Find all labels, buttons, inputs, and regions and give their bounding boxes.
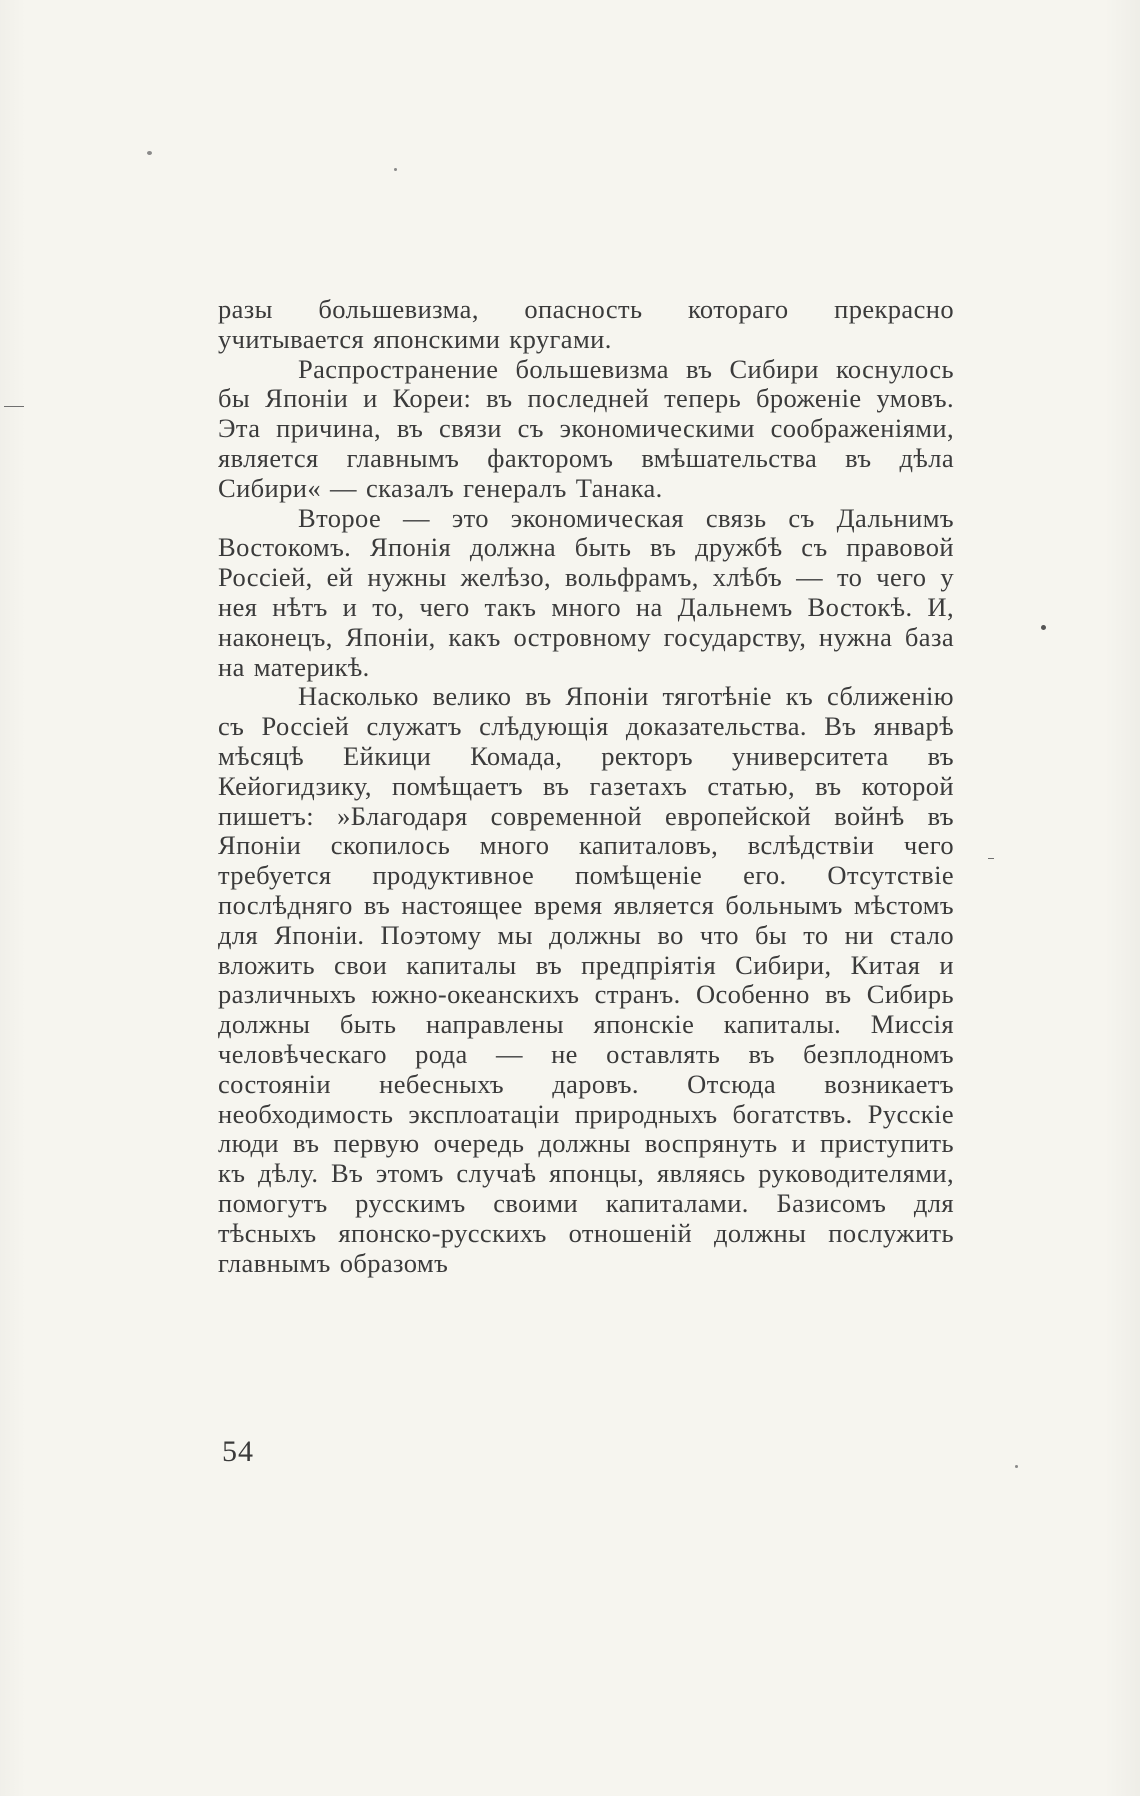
margin-mark <box>4 406 24 407</box>
scan-speck <box>394 168 397 171</box>
scan-speck <box>147 151 152 155</box>
page-number: 54 <box>222 1435 254 1468</box>
paragraph-continued: разы большевизма, опасность котораго прекрасно учитывается японскими кругами. <box>218 294 954 354</box>
paragraph: Распространение большевизма въ Сибири коснулось бы Японіи и Кореи: въ последней теперь броженіе умовъ. Эта причина, въ связи съ экономическими соображеніями, является главнымъ факторомъ вмѣшательства въ дѣла Сибири« — сказалъ генералъ Танака. <box>218 353 954 503</box>
paragraph: Второе — это экономическая связь съ Дальнимъ Востокомъ. Японія должна быть въ дружбѣ съ правовой Россіей, ей нужны желѣзо, вольфрамъ, хлѣбъ — то чего у нея нѣтъ и то, чего такъ много на Дальнемъ Востокѣ. И, наконецъ, Японіи, какъ островному государству, нужна база на материкѣ. <box>218 502 954 682</box>
paragraph: Насколько велико въ Японіи тяготѣніе къ сближенію съ Россіей служатъ слѣдующія доказательства. Въ январѣ мѣсяцѣ Ейкици Комада, ректоръ университета въ Кейогидзику, помѣщаетъ въ газетахъ статью, въ которой пишетъ: »Благодаря современной европейской войнѣ въ Японіи скопилось много капиталовъ, вслѣдствіи чего требуется продуктивное помѣщеніе его. Отсутствіе послѣдняго въ настоящее время является больнымъ мѣстомъ для Японіи. Поэтому мы должны во что бы то ни стало вложить свои капиталы въ предпріятія Сибири, Китая и различныхъ южно-океанскихъ странъ. Особенно въ Сибирь должны быть направлены японскіе капиталы. Миссія человѣческаго рода — не оставлять въ безплодномъ состояніи небесныхъ даровъ. Отсюда возникаетъ необходимость эксплоатаціи природныхъ богатствъ. Русскіе люди въ первую очередь должны воспрянуть и приступить къ дѣлу. Въ этомъ случаѣ японцы, являясь руководителями, помогутъ русскимъ своими капиталами. Базисомъ для тѣсныхъ японско-русскихъ отношеній должны послужить главнымъ образомъ <box>218 681 954 1278</box>
body-text <box>218 295 954 1278</box>
scan-speck <box>1041 625 1046 630</box>
margin-mark <box>988 858 994 859</box>
scan-speck <box>1015 1465 1018 1468</box>
